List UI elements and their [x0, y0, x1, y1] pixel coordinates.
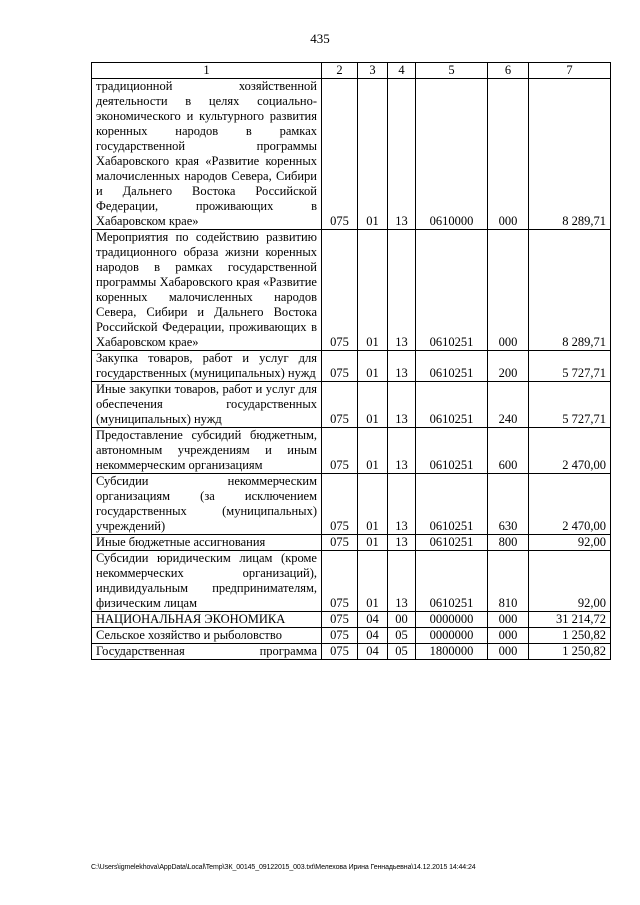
table-row — [92, 644, 611, 660]
row-name: Государственная программа — [92, 644, 322, 660]
target-article-code: 0610251 — [416, 551, 488, 612]
section-code: 01 — [358, 230, 388, 351]
target-article-code: 0610251 — [416, 474, 488, 535]
ministry-code: 075 — [322, 230, 358, 351]
row-name: Сельское хозяйство и рыболовство — [92, 628, 322, 644]
target-article-code: 0610251 — [416, 535, 488, 551]
subsection-code: 13 — [388, 551, 416, 612]
expense-type-code: 630 — [488, 474, 529, 535]
header-col-3: 3 — [358, 63, 388, 79]
ministry-code: 075 — [322, 628, 358, 644]
expense-type-code: 000 — [488, 612, 529, 628]
ministry-code: 075 — [322, 535, 358, 551]
table-row — [92, 351, 611, 382]
amount: 8 289,71 — [529, 79, 611, 230]
expense-type-code: 600 — [488, 428, 529, 474]
target-article-code: 0000000 — [416, 628, 488, 644]
ministry-code: 075 — [322, 612, 358, 628]
expense-type-code: 000 — [488, 628, 529, 644]
ministry-code: 075 — [322, 644, 358, 660]
amount: 5 727,71 — [529, 351, 611, 382]
ministry-code: 075 — [322, 551, 358, 612]
subsection-code: 13 — [388, 535, 416, 551]
target-article-code: 0610251 — [416, 428, 488, 474]
table-row — [92, 474, 611, 535]
target-article-code: 0610251 — [416, 382, 488, 428]
row-name: Иные бюджетные ассигнования — [92, 535, 322, 551]
subsection-code: 13 — [388, 79, 416, 230]
amount: 5 727,71 — [529, 382, 611, 428]
ministry-code: 075 — [322, 474, 358, 535]
amount: 2 470,00 — [529, 428, 611, 474]
amount: 1 250,82 — [529, 644, 611, 660]
ministry-code: 075 — [322, 79, 358, 230]
row-name: Иные закупки товаров, работ и услуг для обеспечения государственных (муниципальных) нужд — [92, 382, 322, 428]
subsection-code: 13 — [388, 230, 416, 351]
header-col-2: 2 — [322, 63, 358, 79]
amount: 31 214,72 — [529, 612, 611, 628]
amount: 1 250,82 — [529, 628, 611, 644]
ministry-code: 075 — [322, 428, 358, 474]
expense-type-code: 000 — [488, 230, 529, 351]
section-code: 01 — [358, 474, 388, 535]
subsection-code: 13 — [388, 382, 416, 428]
header-col-6: 6 — [488, 63, 529, 79]
section-code: 04 — [358, 612, 388, 628]
section-code: 01 — [358, 428, 388, 474]
target-article-code: 0610251 — [416, 230, 488, 351]
table-row — [92, 230, 611, 351]
expense-type-code: 000 — [488, 79, 529, 230]
budget-table — [91, 62, 611, 660]
amount: 92,00 — [529, 535, 611, 551]
ministry-code: 075 — [322, 382, 358, 428]
table-row — [92, 612, 611, 628]
section-code: 01 — [358, 535, 388, 551]
section-code: 01 — [358, 351, 388, 382]
target-article-code: 0610251 — [416, 351, 488, 382]
row-name: Субсидии некоммерческим организациям (за исключением государственных (муниципальных) учреждений) — [92, 474, 322, 535]
amount: 92,00 — [529, 551, 611, 612]
page-number: 435 — [310, 31, 330, 46]
row-name: НАЦИОНАЛЬНАЯ ЭКОНОМИКА — [92, 612, 322, 628]
expense-type-code: 810 — [488, 551, 529, 612]
subsection-code: 05 — [388, 644, 416, 660]
expense-type-code: 200 — [488, 351, 529, 382]
table-row — [92, 79, 611, 230]
row-name: Мероприятия по содействию развитию традиционного образа жизни коренных народов в рамках государственной программы Хабаровского края «Развитие коренных малочисленных народов Севера, Сибири и Дальнего Востока Российской Федерации, проживающих в Хабаровском крае» — [92, 230, 322, 351]
row-name: Предоставление субсидий бюджетным, автономным учреждениям и иным некоммерческим организациям — [92, 428, 322, 474]
section-code: 01 — [358, 551, 388, 612]
target-article-code: 0610000 — [416, 79, 488, 230]
section-code: 04 — [358, 644, 388, 660]
subsection-code: 13 — [388, 428, 416, 474]
section-code: 01 — [358, 382, 388, 428]
target-article-code: 0000000 — [416, 612, 488, 628]
subsection-code: 13 — [388, 351, 416, 382]
table-row — [92, 428, 611, 474]
subsection-code: 13 — [388, 474, 416, 535]
header-col-7: 7 — [529, 63, 611, 79]
table-row — [92, 628, 611, 644]
section-code: 04 — [358, 628, 388, 644]
expense-type-code: 000 — [488, 644, 529, 660]
row-name: Закупка товаров, работ и услуг для государственных (муниципальных) нужд — [92, 351, 322, 382]
header-col-4: 4 — [388, 63, 416, 79]
expense-type-code: 240 — [488, 382, 529, 428]
subsection-code: 05 — [388, 628, 416, 644]
header-col-1: 1 — [92, 63, 322, 79]
table-row — [92, 535, 611, 551]
footer-file-path: C:\Users\igmelekhova\AppData\Local\Temp\ЗК_00145_09122015_003.txt\Мелехова Ирина Геннадьевна\14.12.2015 14:44:24 — [91, 864, 476, 871]
amount: 8 289,71 — [529, 230, 611, 351]
subsection-code: 00 — [388, 612, 416, 628]
section-code: 01 — [358, 79, 388, 230]
header-col-5: 5 — [416, 63, 488, 79]
ministry-code: 075 — [322, 351, 358, 382]
target-article-code: 1800000 — [416, 644, 488, 660]
table-row — [92, 382, 611, 428]
table-row — [92, 551, 611, 612]
expense-type-code: 800 — [488, 535, 529, 551]
row-name: традиционной хозяйственной деятельности в целях социально-экономического и культурного развития коренных народов в рамках государственной программы Хабаровского края «Развитие коренных малочисленных народов Севера, Сибири и Дальнего Востока Российской Федерации, проживающих в Хабаровском крае» — [92, 79, 322, 230]
header-row — [92, 63, 611, 79]
amount: 2 470,00 — [529, 474, 611, 535]
row-name: Субсидии юридическим лицам (кроме некоммерческих организаций), индивидуальным предпринимателям, физическим лицам — [92, 551, 322, 612]
